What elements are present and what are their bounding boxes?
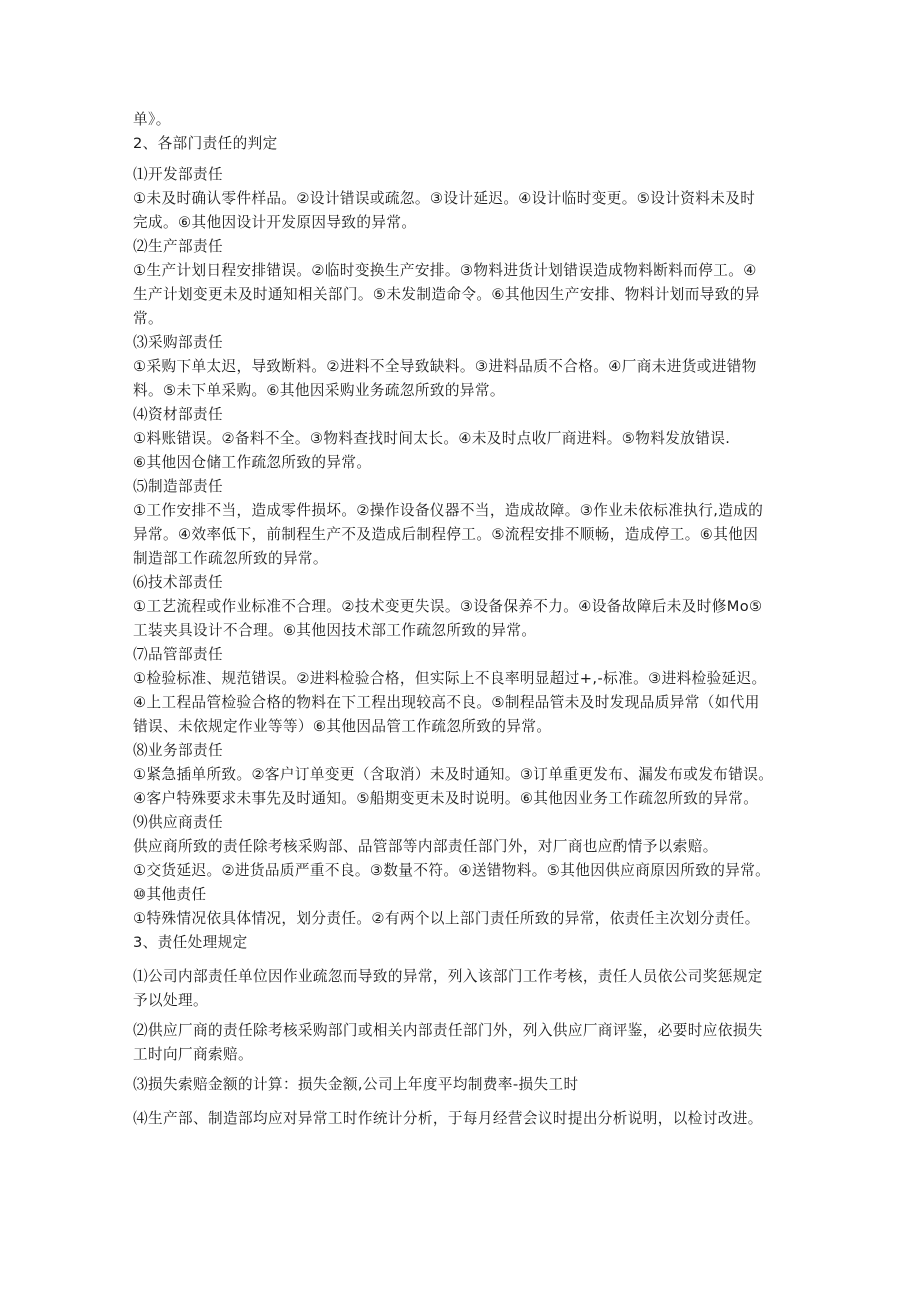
text-line: 工装夹具设计不合理。⑥其他因技术部工作疏忽所致的异常。 [133,622,537,639]
text-line: ①生产计划日程安排错误。②临时变换生产安排。③物料进货计划错误造成物料断料而停工。④ [133,262,757,279]
subsection-heading: ⑷资材部责任 [133,406,223,423]
text-line: ①特殊情况依具体情况，划分责任。②有两个以上部门责任所致的异常，依责任主次划分责任。 [133,910,760,927]
subsection-heading: ⑩其他责任 [133,886,207,903]
text-line: ⑶损失索赔金额的计算：损失金额,公司上年度平均制费率-损失工时 [133,1076,579,1093]
subsection-heading: ⑼供应商责任 [133,814,223,831]
subsection-heading: ⑺品管部责任 [133,646,223,663]
text-line: ④上工程品管检验合格的物料在下工程出现较高不良。⑤制程品管未及时发现品质异常（如代用 [133,694,760,711]
text-line: 制造部工作疏忽所致的异常。 [133,550,328,567]
text-line: ①采购下单太迟，导致断料。②进料不全导致缺料。③进料品质不合格。④厂商未进货或进错物 [133,358,757,375]
subsection-heading: ⑵生产部责任 [133,238,223,255]
text-line: 错误、未依规定作业等等）⑥其他因品管工作疏忽所致的异常。 [133,718,552,735]
text-line: ④客户特殊要求未事先及时通知。⑤船期变更未及时说明。⑥其他因业务工作疏忽所致的异常。 [133,790,759,807]
text-line: 供应商所致的责任除考核采购部、品管部等内部责任部门外，对厂商也应酌情予以索赔。 [133,838,718,855]
subsection-heading: ⑴开发部责任 [133,166,223,183]
text-line: ⑥其他因仓储工作疏忽所致的异常。 [133,454,372,471]
text-line: 料。⑤未下单采购。⑥其他因采购业务疏忽所致的异常。 [133,382,505,399]
text-line: 予以处理。 [133,992,208,1009]
text-line: ⑴公司内部责任单位因作业疏忽而导致的异常，列入该部门工作考核，责任人员依公司奖惩规定 [133,968,763,985]
text-line: ①未及时确认零件样品。②设计错误或疏忽。③设计延迟。④设计临时变更。⑤设计资料未及时 [133,190,756,207]
text-line: ①工艺流程或作业标准不合理。②技术变更失误。③设备保养不力。④设备故障后未及时修Mo⑤ [133,598,763,615]
text-line: 工时向厂商索赔。 [133,1046,253,1063]
text-line: ⑵供应厂商的责任除考核采购部门或相关内部责任部门外，列入供应厂商评鉴，必要时应依损失 [133,1022,763,1039]
section-heading: 2、各部门责任的判定 [133,135,278,152]
text-line: ①检验标准、规范错误。②进料检验合格，但实际上不良率明显超过+,-标准。③进料检验延迟。 [133,670,767,687]
document-page [133,108,803,1131]
subsection-heading: ⑸制造部责任 [133,478,223,495]
text-line: ①工作安排不当，造成零件损坏。②操作设备仪器不当，造成故障。③作业未依标准执行,造成的 [133,502,764,519]
text-line: 单》。 [133,111,171,128]
text-line: 异常。④效率低下，前制程生产不及造成后制程停工。⑤流程安排不顺畅，造成停工。⑥其他因 [133,526,759,543]
subsection-heading: ⑹技术部责任 [133,574,223,591]
text-line: ⑷生产部、制造部均应对异常工时作统计分析，于每月经营会议时提出分析说明，以检讨改进。 [133,1110,763,1127]
text-line: ①交货延迟。②进货品质严重不良。③数量不符。④送错物料。⑤其他因供应商原因所致的异常。 [133,862,771,879]
subsection-heading: ⑻业务部责任 [133,742,223,759]
text-line: ①紧急插单所致。②客户订单变更（含取消）未及时通知。③订单重更发布、漏发布或发布错误。 [133,766,774,783]
section-heading: 3、责任处理规定 [133,934,248,951]
subsection-heading: ⑶采购部责任 [133,334,223,351]
text-line: 生产计划变更未及时通知相关部门。⑤未发制造命令。⑥其他因生产安排、物料计划而导致的异 [133,286,760,303]
text-line: 完成。⑥其他因设计开发原因导致的异常。 [133,214,417,231]
text-line: ①料账错误。②备料不全。③物料查找时间太长。④未及时点收厂商进料。⑤物料发放错误. [133,430,731,447]
text-line: 常。 [133,310,163,327]
